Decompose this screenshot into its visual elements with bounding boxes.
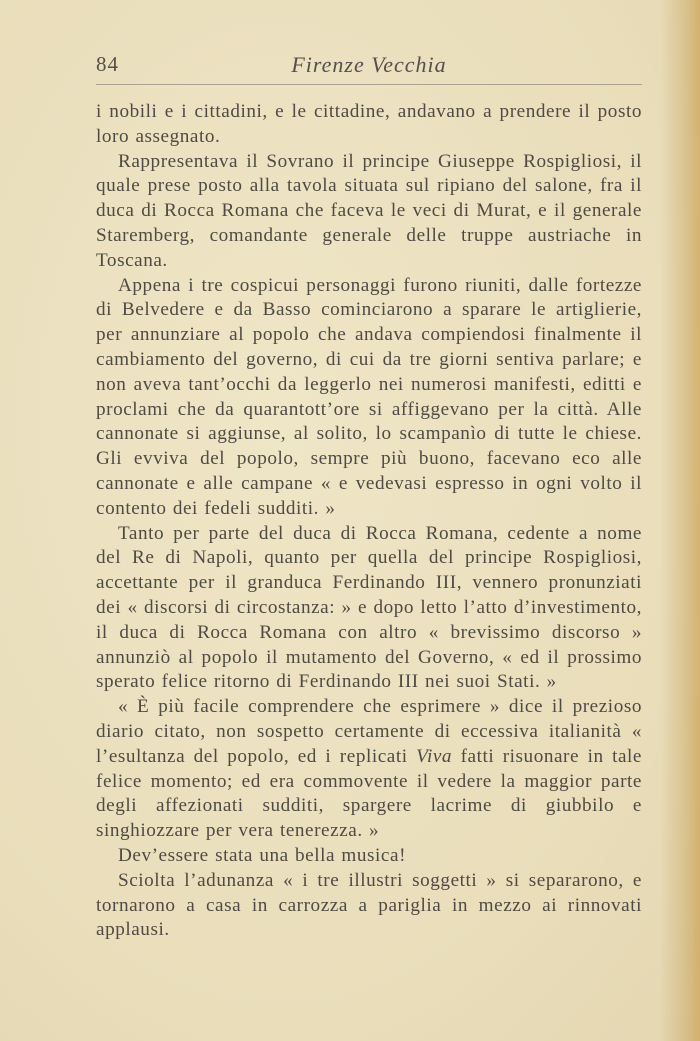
paragraph-continuation: i nobili e i cittadini, e le cittadine, andavano a prendere il posto loro assegnato. <box>96 101 642 147</box>
quote-text-after: fatti risuonare in tale felice momento; ed era commovente il vedere la maggior parte degli affezionati sudditi, spargere lacrime di giubbilo e singhiozzare per vera tenerezza. » <box>96 745 642 842</box>
paragraph-musica: Dev’essere stata una bella musica! <box>118 844 407 866</box>
paragraph-cannonate: Appena i tre cospicui personaggi furono riuniti, dalle fortezze di Belvedere e da Basso cominciarono a sparare le artiglierie, per annunziare al popolo che andava compiendosi finalmente il cambiamento del governo, di cui da tre giorni sentiva parlare; e non aveva tant’occhi da leggerlo nei numerosi manifesti, editti e proclami che da quarantott’ore si affiggevano per la città. Alle cannonate si aggiunse, al solito, lo scampanìo di tutte le chiese. Gli evviva del popolo, sempre più buono, facevano eco alle cannonate e alle campane « e vedevasi espresso in ogni volto il contento dei fedeli sudditi. » <box>96 274 642 519</box>
page-body-text <box>96 100 642 943</box>
running-title: Firenze Vecchia <box>291 52 447 77</box>
paragraph-esultanza <box>96 695 642 844</box>
page-header <box>96 52 642 84</box>
paragraph-discorsi: Tanto per parte del duca di Rocca Romana, cedente a nome del Re di Napoli, quanto per quella del principe Rospigliosi, accettante per il granduca Ferdinando III, vennero pronunziati dei « discorsi di circostanza: » e dopo letto l’atto d’investimento, il duca di Rocca Romana con altro « brevissimo discorso » annunziò al popolo il mutamento del Governo, « ed il prossimo sperato felice ritorno di Ferdinando III nei suoi Stati. » <box>96 522 642 693</box>
page-number: 84 <box>96 52 119 76</box>
emphasis-viva: Viva <box>416 745 453 767</box>
header-rule <box>96 84 642 85</box>
quote-text-before: « È più facile comprendere che esprimere » dice il prezioso diario citato, non sospetto certamente di eccessiva italianità « l’esultanza del popolo, ed i replicati <box>96 696 642 767</box>
paragraph-rospigliosi: Rappresentava il Sovrano il principe Giuseppe Rospigliosi, il quale prese posto alla tavola situata sul ripiano del salone, fra il duca di Rocca Romana che faceva le veci di Murat, e il generale Staremberg, comandante generale delle truppe austriache in Toscana. <box>96 150 642 271</box>
paragraph-adunanza: Sciolta l’adunanza « i tre illustri soggetti » si separarono, e tornarono a casa in carrozza a pariglia in mezzo ai rinnovati applausi. <box>96 869 642 941</box>
